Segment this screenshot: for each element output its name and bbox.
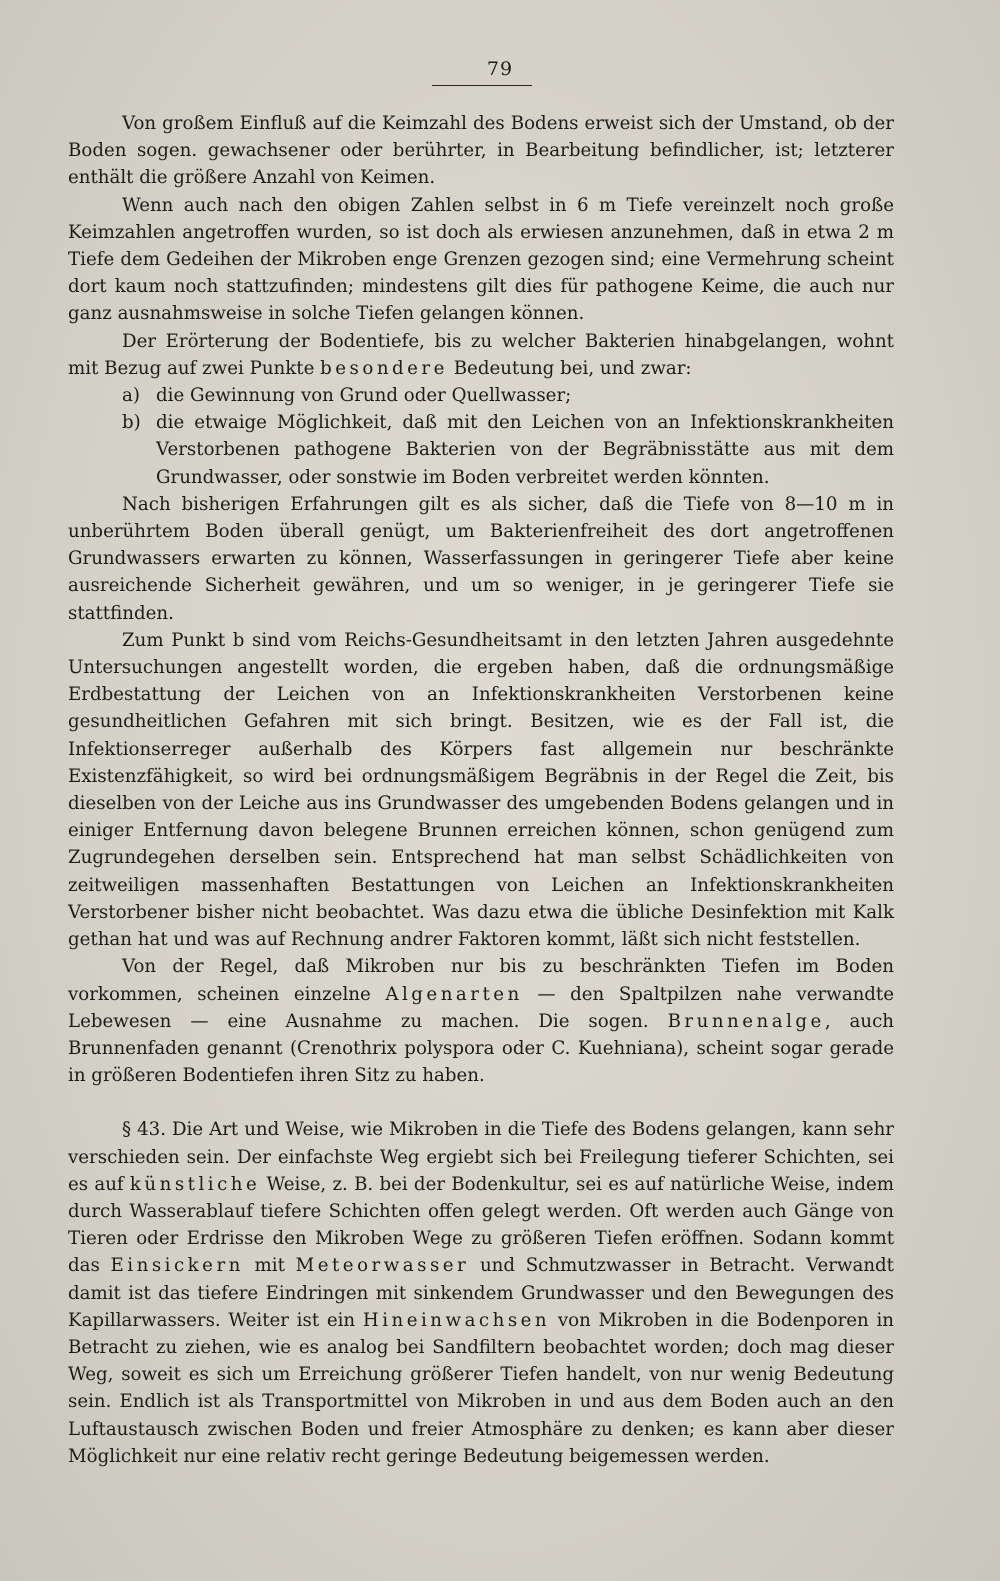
paragraph-3-text-b: Bedeutung bei, und zwar: [447, 357, 692, 379]
section-43-emphasis-3: Meteorwasser [295, 1255, 470, 1277]
paragraph-6-text-b: — den Spaltpilzen nahe verwandte Lebewesen — eine Ausnahme zu machen. Die sogen. [68, 983, 894, 1032]
paragraph-6-text-c: , auch Brunnenfaden genannt (Crenothrix polyspora oder C. Kuehniana), scheint sogar gerade in größeren Bodentiefen ihren Sitz zu haben. [68, 1010, 894, 1087]
page-number: 79 [486, 58, 514, 80]
section-43-text-2: Weise, z. B. bei der Bodenkultur, sei es auf natürliche Weise, indem durch Wasserablauf tiefere Schichten offen gelegt werden. Oft werden auch Gänge von Tieren oder Erdrisse den Mikroben Wege zu größeren Tiefen eröffnen. Sodann kommt das [68, 1173, 894, 1277]
enumeration-list [68, 382, 894, 491]
paragraph-3-text-a: Der Erörterung der Bodentiefe, bis zu welcher Bakterien hinabgelangen, wohnt mit Bezug auf zwei Punkte [68, 330, 894, 379]
paragraph-1: Von großem Einfluß auf die Keimzahl des Bodens erweist sich der Umstand, ob der Boden sogen. gewachsener oder berührter, in Bearbeitung befindlicher, ist; letzterer enthält die größere Anzahl von Keimen. [68, 113, 894, 189]
paragraph-section-43 [68, 1116, 894, 1470]
paragraph-6-text-a: Von der Regel, daß Mikroben nur bis zu beschränkten Tiefen im Boden vorkommen, scheinen einzelne [68, 956, 894, 1005]
section-43-emphasis-1: künstliche [129, 1173, 261, 1195]
section-43-text-5: von Mikroben in die Bodenporen in Betracht zu ziehen, wie es analog bei Sandfiltern beobachtet worden; doch mag dieser Weg, soweit es sich um Erreichung größerer Tiefen handelt, von nur wenig Bedeutung sein. Endlich ist als Transportmittel von Mikroben in und aus dem Boden auch an den Luftaustausch zwischen Boden und freier Atmosphäre zu denken; es kann aber dieser Möglichkeit nur eine relativ recht geringe Bedeutung beigemessen werden. [68, 1309, 894, 1467]
section-gap [68, 1089, 894, 1116]
paragraph-6 [68, 953, 894, 1089]
page-number-rule [432, 85, 532, 86]
paragraph-6-emphasis-1: Algenarten [385, 983, 523, 1005]
paragraph-3-emphasis: besondere [320, 357, 448, 379]
paragraph-3 [68, 328, 894, 382]
list-marker-a: a) [122, 385, 140, 407]
section-43-text-4: und Schmutzwasser in Betracht. Verwandt damit ist das tiefere Eindringen mit sinkendem Grundwasser und den Bewegungen des Kapillarwassers. Weiter ist ein [68, 1255, 894, 1331]
section-43-emphasis-4: Hineinwachsen [362, 1309, 551, 1331]
section-43-text-3: mit [243, 1255, 296, 1277]
paragraph-5: Zum Punkt b sind vom Reichs-Gesundheitsamt in den letzten Jahren ausgedehnte Untersuchungen angestellt worden, die ergeben haben, daß die ordnungsmäßige Erdbestattung der Leichen von an Infektionskrankheiten Verstorbenen keine gesundheitlichen Gefahren mit sich bringt. Besitzen, wie es der Fall ist, die Infektionserreger außerhalb des Körpers fast allgemein nur beschränkte Existenzfähigkeit, so wird bei ordnungsmäßigem Begräbnis in der Regel die Zeit, bis dieselben von der Leiche aus ins Grundwasser des umgebenden Bodens gelangen und in einiger Entfernung davon belegene Brunnen erreichen können, schon genügend zum Zugrundegehen derselben sein. Entsprechend hat man selbst Schädlichkeiten von zeitweiligen massenhaften Bestattungen von Leichen an Infektionskrankheiten Verstorbener bisher nicht beobachtet. Was dazu etwa die übliche Desinfektion mit Kalk gethan hat und was auf Rechnung andrer Faktoren kommt, läßt sich nicht feststellen. [68, 629, 894, 951]
paragraph-6-emphasis-2: Brunnenalge [667, 1010, 825, 1032]
section-43-emphasis-2: Einsickern [110, 1255, 244, 1277]
text-body [68, 110, 894, 1470]
paragraph-4: Nach bisherigen Erfahrungen gilt es als sicher, daß die Tiefe von 8—10 m in unberührtem Boden überall genügt, um Bakterienfreiheit des dort angetroffenen Grundwassers erwarten zu können, Wasserfassungen in geringerer Tiefe aber keine ausreichende Sicherheit gewähren, und um so weniger, in je geringerer Tiefe sie stattfinden. [68, 493, 894, 624]
list-text-b: die etwaige Möglichkeit, daß mit den Leichen von an Infektionskrankheiten Verstorbenen pathogene Bakterien von der Begräbnisstätte aus mit dem Grundwasser, oder sonstwie im Boden verbreitet werden könnten. [156, 412, 894, 488]
paragraph-2: Wenn auch nach den obigen Zahlen selbst in 6 m Tiefe vereinzelt noch große Keimzahlen angetroffen wurden, so ist doch als erwiesen anzunehmen, daß in etwa 2 m Tiefe dem Gedeihen der Mikroben enge Grenzen gezogen sind; eine Vermehrung scheint dort kaum noch stattzufinden; mindestens gilt dies für pathogene Keime, die auch nur ganz ausnahmsweise in solche Tiefen gelangen können. [68, 194, 894, 325]
list-marker-b: b) [122, 412, 141, 434]
list-text-a: die Gewinnung von Grund oder Quellwasser; [156, 385, 572, 407]
section-43-text-1: § 43. Die Art und Weise, wie Mikroben in die Tiefe des Bodens gelangen, kann sehr verschieden sein. Der einfachste Weg ergiebt sich bei Freilegung tieferer Schichten, sei es auf [68, 1119, 894, 1195]
list-item-b [68, 409, 894, 491]
list-item-a [68, 382, 894, 409]
